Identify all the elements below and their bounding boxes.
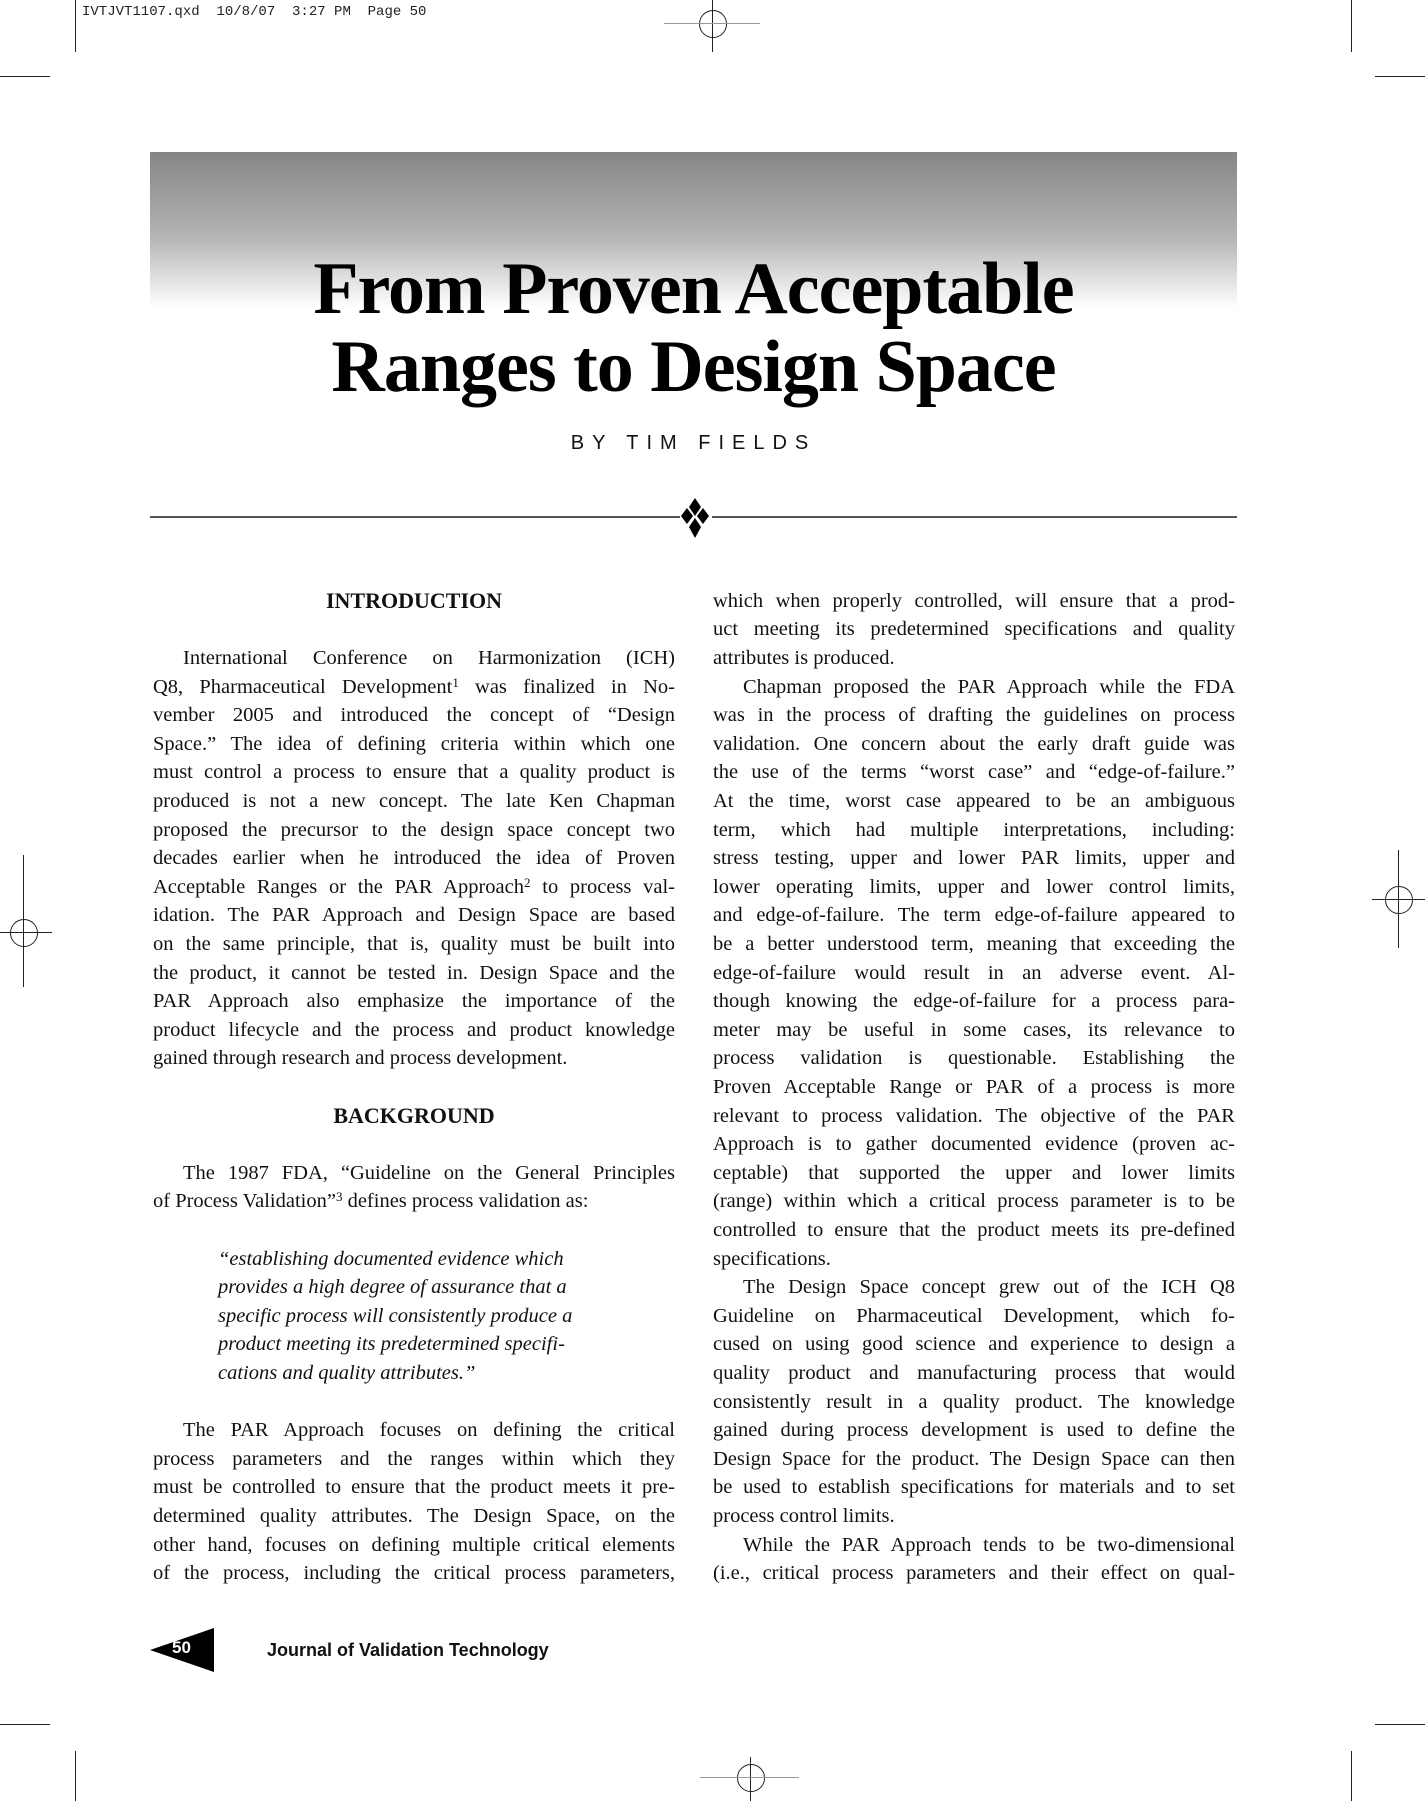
- body-text-line: (i.e., critical process parameters and their effect on qual-: [713, 1562, 1235, 1585]
- body-text-line: specifications.: [713, 1247, 831, 1270]
- body-text-line: Space.” The idea of defining criteria within which one: [153, 732, 675, 755]
- registration-mark-icon: [23, 855, 24, 987]
- body-text-line: term, which had multiple interpretations, including:: [713, 818, 1235, 841]
- footnote-reference: 2: [524, 874, 531, 890]
- body-text-line: other hand, focuses on defining multiple critical elements: [153, 1533, 675, 1556]
- crop-mark: [1375, 76, 1425, 77]
- body-text-line: cused on using good science and experience to design a: [713, 1333, 1235, 1356]
- body-text-line: must be controlled to ensure that the product meets it pre-: [153, 1476, 675, 1499]
- body-text-line: International Conference on Harmonization (ICH): [183, 646, 675, 669]
- body-text-line: the product, it cannot be tested in. Design Space and the: [153, 961, 675, 984]
- registration-mark-icon: [10, 919, 38, 947]
- body-text-line: The 1987 FDA, “Guideline on the General Principles: [183, 1161, 675, 1184]
- body-text-line: must control a process to ensure that a quality product is: [153, 761, 675, 784]
- body-text-line: At the time, worst case appeared to be an ambiguous: [713, 789, 1235, 812]
- section-heading: INTRODUCTION: [325, 587, 503, 613]
- section-heading: BACKGROUND: [333, 1102, 495, 1128]
- body-text-line: process parameters and the ranges within which they: [153, 1447, 675, 1470]
- body-text-line: of Process Validation”$^3$ defines process validation as:: [153, 1189, 589, 1213]
- body-text-line: the use of the terms “worst case” and “edge-of-failure.”: [713, 761, 1235, 784]
- crop-mark: [75, 0, 76, 52]
- body-text-line: ceptable) that supported the upper and lower limits: [713, 1161, 1235, 1184]
- body-text-line: be a better understood term, meaning that exceeding the: [713, 932, 1235, 955]
- body-text-line: of the process, including the critical process parameters,: [153, 1562, 675, 1585]
- block-quote-line: cations and quality attributes.”: [218, 1361, 476, 1384]
- body-text-line: attributes is produced.: [713, 646, 895, 669]
- body-text-line: proposed the precursor to the design space concept two: [153, 818, 675, 841]
- page-number: 50: [172, 1638, 191, 1657]
- body-text-line: Q8, Pharmaceutical Development$^1$ was finalized in No-: [153, 674, 675, 698]
- body-text-line: edge-of-failure would result in an adverse event. Al-: [713, 961, 1235, 984]
- registration-mark-icon: [737, 1764, 765, 1792]
- body-text-line: lower operating limits, upper and lower control limits,: [713, 875, 1235, 898]
- block-quote-line: “establishing documented evidence which: [218, 1247, 564, 1270]
- registration-mark-icon: [750, 1757, 751, 1801]
- body-text-line: consistently result in a quality product. The knowledge: [713, 1390, 1235, 1413]
- body-text-line: Acceptable Ranges or the PAR Approach$^2$ to process val-: [153, 874, 676, 898]
- article-title-line-2: Ranges to Design Space: [331, 326, 1056, 408]
- block-quote-line: specific process will consistently produce a: [218, 1304, 573, 1327]
- body-text-line: process control limits.: [713, 1504, 895, 1527]
- footnote-reference: 3: [335, 1189, 343, 1205]
- body-text-line: be used to establish specifications for materials and to set: [713, 1476, 1235, 1499]
- body-text-line: though knowing the edge-of-failure for a process para-: [713, 990, 1235, 1013]
- registration-mark-icon: [664, 23, 760, 24]
- body-text-line: Design Space for the product. The Design Space can then: [713, 1447, 1235, 1470]
- body-text-line: vember 2005 and introduced the concept of “Design: [153, 704, 675, 727]
- body-text-line: Approach is to gather documented evidence (proven ac-: [713, 1133, 1235, 1156]
- body-text-line: PAR Approach also emphasize the importance of the: [153, 990, 675, 1013]
- body-text-line: process validation is questionable. Establishing the: [713, 1047, 1235, 1070]
- registration-mark-icon: [712, 0, 713, 52]
- body-text-line: (range) within which a critical process parameter is to be: [713, 1190, 1235, 1213]
- body-text-line: controlled to ensure that the product meets its pre-defined: [713, 1218, 1235, 1241]
- registration-mark-icon: [700, 1777, 799, 1778]
- body-text-line: validation. One concern about the early draft guide was: [713, 732, 1235, 755]
- body-text-line: meter may be useful in some cases, its relevance to: [713, 1018, 1235, 1041]
- crop-mark: [1351, 0, 1352, 52]
- body-text-line: gained through research and process development.: [153, 1047, 568, 1070]
- registration-mark-icon: [699, 10, 727, 38]
- diamond-ornament-icon: [680, 498, 710, 538]
- body-text-line: on the same principle, that is, quality must be built into: [153, 932, 675, 955]
- body-text-line: Guideline on Pharmaceutical Development, which fo-: [713, 1304, 1235, 1327]
- body-text-line: gained during process development is used to define the: [713, 1419, 1235, 1442]
- body-text-line: stress testing, upper and lower PAR limits, upper and: [713, 847, 1235, 870]
- journal-name: Journal of Validation Technology: [267, 1640, 549, 1660]
- body-text-line: relevant to process validation. The objective of the PAR: [713, 1104, 1235, 1127]
- body-text-line: Chapman proposed the PAR Approach while the FDA: [743, 675, 1235, 698]
- byline: BY TIM FIELDS: [570, 432, 817, 454]
- footnote-reference: 1: [452, 674, 459, 690]
- divider-rule: [150, 516, 680, 518]
- block-quote-line: provides a high degree of assurance that a: [218, 1276, 567, 1299]
- body-text-line: which when properly controlled, will ensure that a prod-: [713, 589, 1235, 612]
- crop-mark: [1351, 1751, 1352, 1801]
- body-text-line: idation. The PAR Approach and Design Space are based: [153, 904, 675, 927]
- crop-mark: [1375, 1724, 1425, 1725]
- article-title-line-1: From Proven Acceptable: [313, 248, 1074, 330]
- body-text-line: determined quality attributes. The Design Space, on the: [153, 1504, 675, 1527]
- body-text-line: uct meeting its predetermined specifications and quality: [713, 618, 1235, 641]
- body-text-line: While the PAR Approach tends to be two-dimensional: [743, 1533, 1235, 1556]
- body-text-line: produced is not a new concept. The late Ken Chapman: [153, 789, 675, 812]
- print-slug: IVTJVT1107.qxd 10/8/07 3:27 PM Page 50: [82, 4, 427, 20]
- crop-mark: [75, 1751, 76, 1801]
- divider-rule: [712, 516, 1237, 518]
- crop-mark: [0, 76, 50, 77]
- body-text-line: quality product and manufacturing process that would: [713, 1361, 1235, 1384]
- block-quote-line: product meeting its predetermined specifi-: [218, 1333, 565, 1356]
- registration-mark-icon: [0, 932, 52, 933]
- body-text-line: was in the process of drafting the guidelines on process: [713, 704, 1235, 727]
- body-text-line: The Design Space concept grew out of the ICH Q8: [743, 1276, 1235, 1299]
- body-text-line: The PAR Approach focuses on defining the critical: [183, 1419, 675, 1442]
- registration-mark-icon: [1385, 886, 1413, 914]
- body-text-line: Proven Acceptable Range or PAR of a process is more: [713, 1075, 1235, 1098]
- body-text-line: and edge-of-failure. The term edge-of-failure appeared to: [713, 904, 1235, 927]
- registration-mark-icon: [1372, 899, 1425, 900]
- body-text-line: product lifecycle and the process and product knowledge: [153, 1018, 675, 1041]
- crop-mark: [0, 1724, 50, 1725]
- body-text-line: decades earlier when he introduced the idea of Proven: [153, 847, 675, 870]
